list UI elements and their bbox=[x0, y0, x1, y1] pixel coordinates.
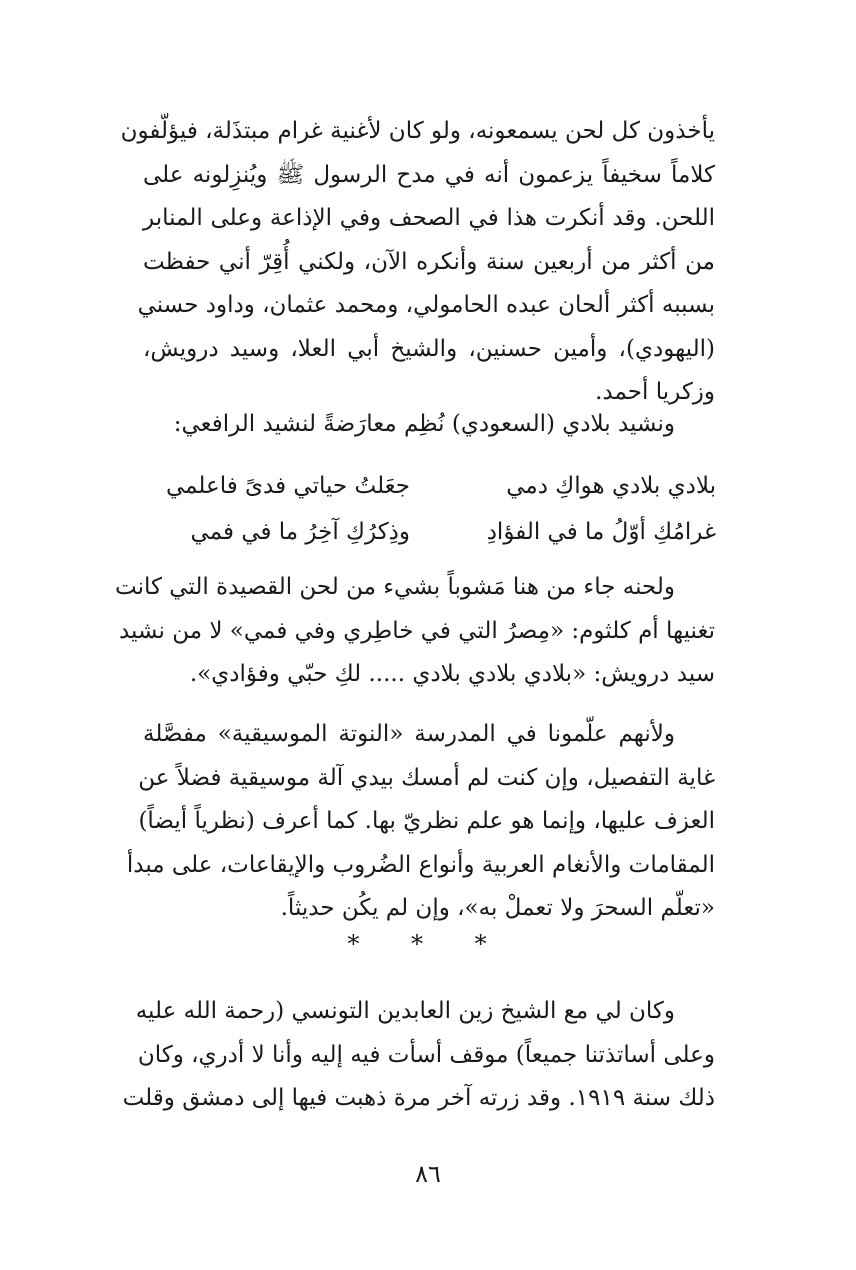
text-line: كلاماً سخيفاً يزعمون أنه في مدح الرسول ﷺ ويُنزِلونه على bbox=[143, 161, 715, 188]
text-line: ذلك سنة ١٩١٩. وقد زرته آخر مرة ذهبت فيها إلى دمشق وقلت bbox=[122, 1085, 715, 1111]
text-line: المقامات والأنغام العربية وأنواع الضُروب والإيقاعات، على مبدأ bbox=[126, 851, 715, 878]
poem-verses bbox=[150, 463, 716, 555]
text-line: من أكثر من أربعين سنة وأنكره الآن، ولكني أُقِرّ أني حفظت bbox=[143, 248, 715, 275]
poem-verse bbox=[150, 509, 716, 555]
text-line: سيد درويش: «بلادي بلادي بلادي ..... لكِ حبّي وفؤادي». bbox=[189, 661, 715, 687]
text-line: اللحن. وقد أنكرت هذا في الصحف وفي الإذاعة وعلى المنابر bbox=[143, 205, 715, 231]
paragraph-3 bbox=[126, 713, 715, 931]
text-line: ولأنهم علّمونا في المدرسة «النوتة الموسيقية» مفصَّلة bbox=[143, 721, 675, 747]
verse-first-hemistich: غرامُكِ أوّلُ ما في الفؤادِ bbox=[486, 519, 716, 545]
text-line: العزف عليها، وإنما هو علم نظريّ بها. كما أعرف (نظرياً أيضاً) bbox=[138, 808, 715, 834]
page-number: ٨٦ bbox=[415, 1160, 441, 1188]
text-line: وزكريا أحمد. bbox=[595, 379, 715, 405]
text-line: ونشيد بلادي (السعودي) نُظِم معارَضةً لنشيد الرافعي: bbox=[173, 411, 675, 437]
text-line: وعلى أساتذتنا جميعاً) موقف أسأت فيه إليه وأنا لا أدري، وكان bbox=[137, 1041, 715, 1068]
poem-verse bbox=[150, 463, 716, 509]
text-line: غاية التفصيل، وإن كنت لم أمسك بيدي آلة موسيقية فضلاً عن bbox=[138, 764, 715, 791]
paragraph-4 bbox=[122, 990, 715, 1121]
text-line: وكان لي مع الشيخ زين العابدين التونسي (رحمة الله عليه bbox=[135, 998, 675, 1024]
text-line: «تعلّم السحرَ ولا تعملْ به»، وإن لم يكُن حديثاً. bbox=[280, 895, 715, 921]
text-line: (اليهودي)، وأمين حسنين، والشيخ أبي العلا، وسيد درويش، bbox=[143, 335, 715, 362]
verse-first-hemistich: بلادي بلادي هواكِ دمي bbox=[506, 473, 716, 499]
paragraph-1 bbox=[120, 110, 715, 415]
verse-second-hemistich: جعَلتُ حياتي فدىً فاعلمي bbox=[165, 473, 410, 499]
text-line: ولحنه جاء من هنا مَشوباً بشيء من لحن القصيدة التي كانت bbox=[114, 574, 675, 600]
text-line: يأخذون كل لحن يسمعونه، ولو كان لأغنية غرام مبتذَلة، فيؤلّفون bbox=[120, 118, 715, 144]
text-line: بسببه أكثر ألحان عبده الحامولي، ومحمد عثمان، وداود حسني bbox=[137, 292, 715, 318]
verse-second-hemistich: وذِكرُكِ آخِرُ ما في فمي bbox=[190, 519, 410, 545]
text-line: تغنيها أم كلثوم: «مِصرُ التي في خاطِري وفي فمي» لا من نشيد bbox=[118, 617, 715, 644]
poem-intro bbox=[143, 403, 715, 447]
paragraph-2 bbox=[114, 566, 715, 697]
section-separator: * * * bbox=[347, 930, 509, 958]
